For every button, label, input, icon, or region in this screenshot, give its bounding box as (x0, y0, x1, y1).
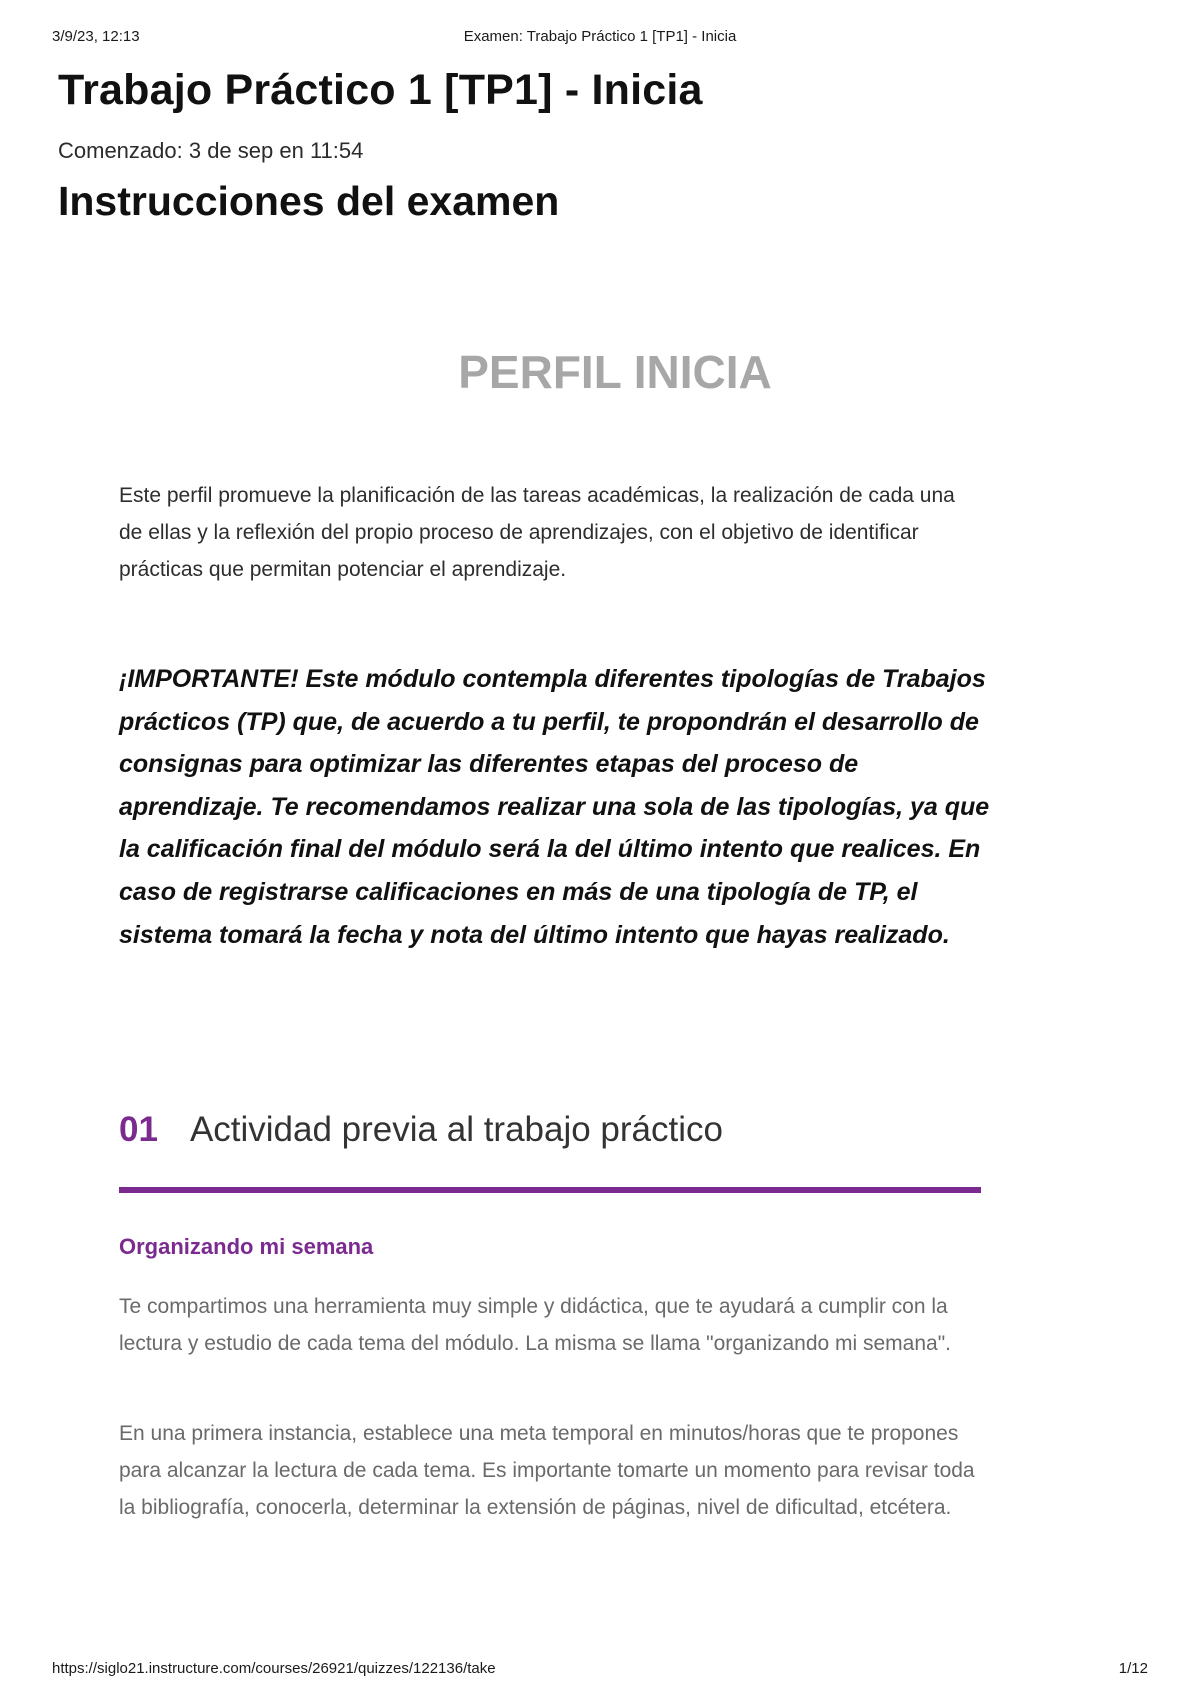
time-goal-paragraph: En una primera instancia, establece una meta temporal en minutos/horas que te propones para alcanzar la lectura de cada tema. Es importante tomarte un momento para revisar toda la bibliografía, conocerla, determinar la extensión de páginas, nivel de dificultad, etcétera. (119, 1422, 975, 1519)
print-header (52, 28, 1148, 48)
section-divider (119, 1187, 981, 1193)
activity-number: 01 (119, 1110, 158, 1149)
activity-title: Actividad previa al trabajo práctico (189, 1110, 723, 1149)
activity-heading (119, 1110, 723, 1150)
important-notice: ¡IMPORTANTE! Este módulo contempla diferentes tipologías de Trabajos prácticos (TP) que, de acuerdo a tu perfil, te propondrán el desarrollo de consignas para optimizar las diferentes etapas del proceso de aprendizaje. Te recomendamos realizar una sola de las tipologías, ya que la calificación final del módulo será la del último intento que realices. En caso de registrarse calificaciones en más de una tipología de TP, el sistema tomará la fecha y nota del último intento que hayas realizado. (119, 665, 990, 949)
profile-banner-title: PERFIL INICIA (458, 346, 772, 398)
profile-intro-text: Este perfil promueve la planificación de las tareas académicas, la realización de cada una de ellas y la reflexión del propio proceso de aprendizajes, con el objetivo de identificar prácticas que permitan potenciar el aprendizaje. (119, 484, 955, 581)
page-title: Trabajo Práctico 1 [TP1] - Inicia (58, 66, 703, 114)
tool-description-paragraph: Te compartimos una herramienta muy simple y didáctica, que te ayudará a cumplir con la lectura y estudio de cada tema del módulo. La misma se llama "organizando mi semana". (119, 1295, 952, 1355)
print-url: https://siglo21.instructure.com/courses/26921/quizzes/122136/take (52, 1660, 496, 1677)
print-document-title: Examen: Trabajo Práctico 1 [TP1] - Inicia (463, 28, 737, 45)
instructions-heading: Instrucciones del examen (58, 178, 560, 224)
started-timestamp: Comenzado: 3 de sep en 11:54 (58, 138, 364, 163)
organizing-subheading: Organizando mi semana (119, 1234, 374, 1259)
print-page-number: 1/12 (1118, 1660, 1148, 1677)
print-footer (52, 1660, 1148, 1680)
print-date: 3/9/23, 12:13 (52, 28, 140, 45)
